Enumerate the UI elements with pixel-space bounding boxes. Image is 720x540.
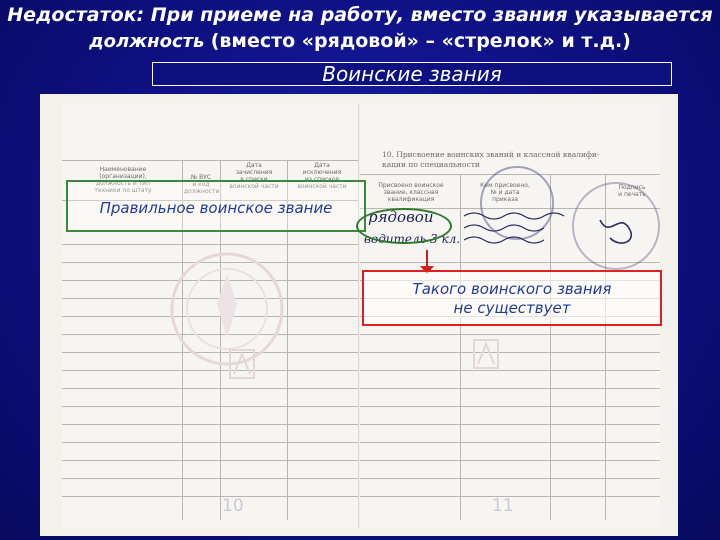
left-col1-c: должность и тип	[95, 180, 150, 187]
left-col2-b: и код	[192, 181, 210, 188]
left-col4-a: Дата	[314, 162, 330, 169]
watermark-mark-left	[222, 344, 262, 384]
left-col4-d: воинской части	[297, 183, 347, 190]
left-col3-b: зачисления	[235, 169, 273, 176]
slide-title	[0, 2, 720, 55]
title-line-1: Недостаток: При приеме на работу, вместо звания указывается	[7, 4, 713, 26]
title-line-2	[0, 28, 720, 55]
section-subtitle: Воинские звания	[152, 62, 672, 86]
left-col1-b: (организации),	[99, 173, 147, 180]
right-col2-b: № и дата	[490, 189, 520, 196]
right-col1-a: Присвоено воинское	[378, 182, 444, 189]
right-col3-b: и печать	[618, 191, 646, 198]
left-col1-d: техники по штату	[94, 187, 152, 194]
no-such-rank-line-2: не существует	[453, 299, 571, 317]
handwritten-rank: рядовой	[368, 208, 434, 226]
left-col1-a: Наименование	[99, 166, 147, 173]
right-col2-a: Кем присвоено,	[480, 182, 530, 189]
left-col3-a: Дата	[246, 162, 262, 169]
left-col3-c: в списки	[240, 176, 268, 183]
right-page-number: 11	[492, 496, 514, 516]
right-section-title-1: 10. Присвоение воинских званий и классной квалифи-	[382, 150, 600, 159]
left-page-number: 10	[222, 496, 244, 516]
handwritten-order-details	[460, 206, 640, 252]
left-col4-c: из списков	[304, 176, 340, 183]
no-such-rank-callout	[362, 270, 662, 326]
no-such-rank-line-1: Такого воинского звания	[412, 280, 612, 298]
right-col2-c: приказа	[492, 196, 518, 203]
title-line-2-lead: должность	[89, 31, 205, 52]
correct-rank-label: Правильное воинское звание	[66, 180, 366, 232]
right-col1-c: квалификация	[387, 196, 435, 203]
title-line-2-highlight: (вместо «рядовой» – «стрелок» и т.д.)	[210, 30, 631, 52]
right-col-header-1	[364, 182, 458, 203]
left-col4-b: исключения	[302, 169, 342, 176]
rank-highlight-ellipse	[356, 208, 452, 244]
right-col1-b: звание, классная	[383, 189, 439, 196]
left-col2-a: № ВУС	[190, 174, 212, 181]
left-page	[62, 104, 359, 528]
left-col3-d: воинской части	[229, 183, 279, 190]
left-col2-c: должности	[184, 188, 220, 195]
right-section-title-2: кации по специальности	[382, 160, 480, 169]
watermark-mark-right	[466, 334, 506, 374]
handwritten-entry: водитель 3 кл.	[364, 232, 461, 246]
right-col3-a: Подпись	[618, 184, 646, 191]
